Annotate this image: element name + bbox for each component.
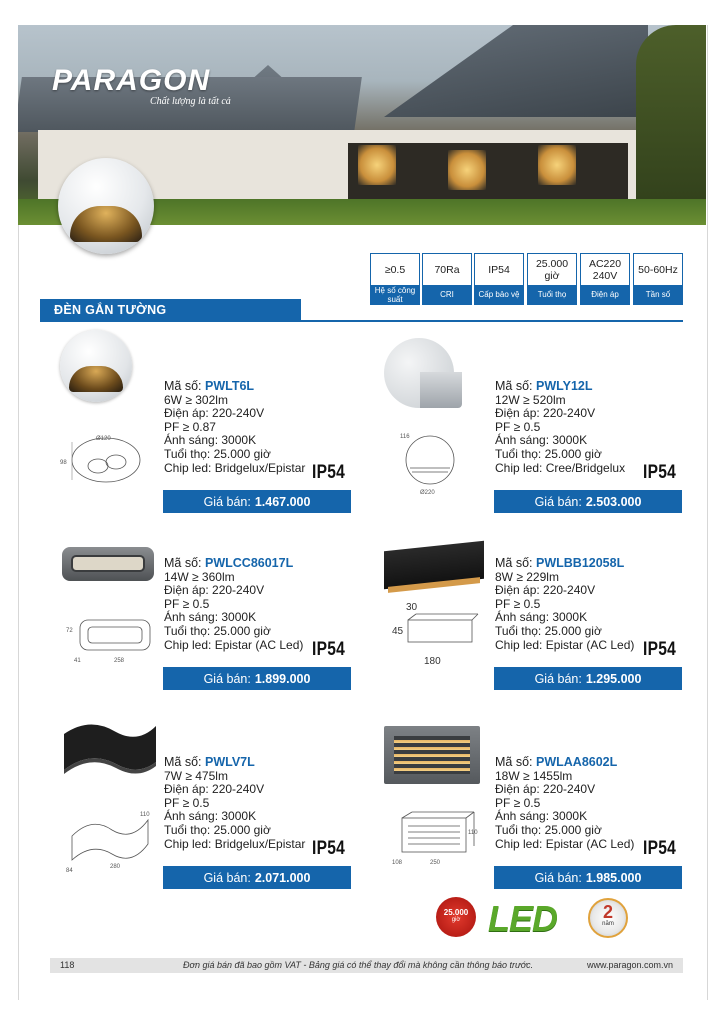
page-number: 118 bbox=[60, 960, 75, 970]
technical-drawing-pwlaa8602l bbox=[390, 806, 486, 868]
dimension-label: 110 bbox=[468, 830, 478, 836]
ip-rating: IP54 bbox=[643, 639, 677, 660]
product-life: Tuổi thọ: 25.000 giờ bbox=[164, 623, 271, 638]
dimension-label: 98 bbox=[60, 460, 67, 466]
spec-frequency: 50-60Hz Tần số bbox=[633, 253, 683, 305]
product-pf: PF ≥ 0.5 bbox=[164, 596, 210, 611]
spec-power-factor: ≥0.5 Hệ số công suất bbox=[370, 253, 420, 305]
product-power: 8W ≥ 229lm bbox=[495, 569, 559, 584]
product-info-pwlcc86017l bbox=[164, 557, 303, 652]
product-pf: PF ≥ 0.5 bbox=[495, 596, 541, 611]
dimension-label: 30 bbox=[406, 602, 418, 613]
technical-drawing-pwlt6l bbox=[58, 430, 148, 492]
product-chip: Chip led: Epistar (AC Led) bbox=[164, 637, 304, 652]
product-image-pwlaa8602l bbox=[384, 726, 480, 784]
product-pf: PF ≥ 0.5 bbox=[164, 795, 210, 810]
dimension-label: 45 bbox=[392, 626, 404, 637]
price-tag-pwlv7l: Giá bán: 2.071.000 bbox=[163, 866, 351, 889]
product-info-pwlv7l bbox=[164, 756, 305, 851]
led-logo: LED bbox=[488, 898, 557, 939]
ip-rating: IP54 bbox=[312, 462, 346, 483]
product-chip: Chip led: Cree/Bridgelux bbox=[495, 460, 626, 475]
product-code: Mã số: PWLV7L bbox=[164, 755, 255, 769]
dimension-label: 250 bbox=[430, 860, 441, 866]
dimension-label: 108 bbox=[392, 860, 403, 866]
ip-rating: IP54 bbox=[643, 838, 677, 859]
product-power: 7W ≥ 475lm bbox=[164, 768, 228, 783]
product-voltage: Điện áp: 220-240V bbox=[495, 406, 596, 421]
dimension-label: 258 bbox=[114, 658, 125, 664]
spec-lifetime: 25.000 giờ Tuổi thọ bbox=[527, 253, 577, 305]
product-chip: Chip led: Bridgelux/Epistar bbox=[164, 460, 306, 475]
price-tag-pwlt6l: Giá bán: 1.467.000 bbox=[163, 490, 351, 513]
product-pf: PF ≥ 0.87 bbox=[164, 419, 216, 434]
porch-light bbox=[358, 145, 396, 185]
product-life: Tuổi thọ: 25.000 giờ bbox=[164, 446, 271, 461]
spec-cri: 70Ra CRI bbox=[422, 253, 472, 305]
product-pf: PF ≥ 0.5 bbox=[495, 795, 541, 810]
porch-light bbox=[448, 150, 486, 190]
product-chip: Chip led: Epistar (AC Led) bbox=[495, 637, 635, 652]
dimension-label: 280 bbox=[110, 864, 121, 870]
product-code: Mã số: PWLT6L bbox=[164, 379, 255, 393]
product-chip: Chip led: Epistar (AC Led) bbox=[495, 836, 635, 851]
product-light: Ánh sáng: 3000K bbox=[164, 809, 257, 824]
product-image-pwlt6l bbox=[60, 330, 132, 402]
dimension-label: 41 bbox=[74, 658, 81, 664]
technical-drawing-pwlv7l bbox=[62, 796, 158, 876]
product-power: 14W ≥ 360lm bbox=[164, 569, 235, 584]
product-image-pwly12l bbox=[384, 338, 462, 410]
product-light: Ánh sáng: 3000K bbox=[495, 610, 588, 625]
product-life: Tuổi thọ: 25.000 giờ bbox=[495, 446, 602, 461]
product-voltage: Điện áp: 220-240V bbox=[495, 583, 596, 598]
product-light: Ánh sáng: 3000K bbox=[164, 433, 257, 448]
product-light: Ánh sáng: 3000K bbox=[495, 433, 588, 448]
price-tag-pwlcc86017l: Giá bán: 1.899.000 bbox=[163, 667, 351, 690]
product-voltage: Điện áp: 220-240V bbox=[164, 782, 265, 797]
dimension-label: 110 bbox=[140, 812, 150, 818]
product-info-pwlaa8602l bbox=[495, 756, 634, 851]
product-power: 18W ≥ 1455lm bbox=[495, 768, 573, 783]
spec-voltage: AC220 240V Điện áp bbox=[580, 253, 630, 305]
ip-rating: IP54 bbox=[312, 639, 346, 660]
product-light: Ánh sáng: 3000K bbox=[164, 610, 257, 625]
brand-slogan: Chất lượng là tất cả bbox=[150, 96, 231, 107]
technical-drawing-pwly12l bbox=[398, 428, 462, 498]
page-footer bbox=[50, 958, 683, 973]
product-voltage: Điện áp: 220-240V bbox=[164, 583, 265, 598]
product-power: 12W ≥ 520lm bbox=[495, 392, 566, 407]
technical-drawing-pwlcc86017l bbox=[64, 602, 160, 664]
section-title: ĐÈN GẮN TƯỜNG bbox=[40, 299, 301, 321]
product-info-pwlbb12058l bbox=[495, 557, 634, 652]
technical-drawing-pwlbb12058l bbox=[390, 600, 480, 670]
product-code: Mã số: PWLCC86017L bbox=[164, 556, 294, 570]
product-voltage: Điện áp: 220-240V bbox=[495, 782, 596, 797]
product-voltage: Điện áp: 220-240V bbox=[164, 406, 265, 421]
ip-rating: IP54 bbox=[312, 838, 346, 859]
product-chip: Chip led: Bridgelux/Epistar bbox=[164, 836, 306, 851]
brand-logo: PARAGON bbox=[52, 64, 211, 97]
product-light: Ánh sáng: 3000K bbox=[495, 809, 588, 824]
product-life: Tuổi thọ: 25.000 giờ bbox=[495, 822, 602, 837]
product-life: Tuổi thọ: 25.000 giờ bbox=[164, 822, 271, 837]
product-code: Mã số: PWLAA8602L bbox=[495, 755, 618, 769]
product-code: Mã số: PWLBB12058L bbox=[495, 556, 625, 570]
porch-light bbox=[538, 145, 576, 185]
footer-note: Đơn giá bán đã bao gồm VAT - Bảng giá có thể thay đổi mà không cần thông báo trước. bbox=[183, 960, 534, 970]
product-info-pwlt6l bbox=[164, 380, 305, 475]
product-image-pwlcc86017l bbox=[62, 547, 154, 581]
dimension-label: 180 bbox=[424, 656, 441, 667]
product-code: Mã số: PWLY12L bbox=[495, 379, 593, 393]
product-pf: PF ≥ 0.5 bbox=[495, 419, 541, 434]
product-image-pwlv7l bbox=[60, 718, 160, 774]
price-tag-pwly12l: Giá bán: 2.503.000 bbox=[494, 490, 682, 513]
two-year-warranty-badge: 2 năm bbox=[588, 898, 628, 938]
price-tag-pwlaa8602l: Giá bán: 1.985.000 bbox=[494, 866, 682, 889]
dimension-label: Ø220 bbox=[420, 490, 435, 496]
product-life: Tuổi thọ: 25.000 giờ bbox=[495, 623, 602, 638]
product-info-pwly12l bbox=[495, 380, 625, 475]
warranty-hours-badge: 25.000 giờ bbox=[436, 897, 476, 937]
spec-ip: IP54 Cấp bảo vệ bbox=[474, 253, 524, 305]
hero-lamp-image bbox=[58, 158, 154, 254]
trees bbox=[636, 25, 706, 225]
ip-rating: IP54 bbox=[643, 462, 677, 483]
dimension-label: 84 bbox=[66, 868, 73, 874]
product-power: 6W ≥ 302lm bbox=[164, 392, 228, 407]
dimension-label: 72 bbox=[66, 628, 73, 634]
dimension-label: Ø120 bbox=[96, 436, 111, 442]
website-link[interactable]: www.paragon.com.vn bbox=[586, 960, 673, 970]
roof-shape bbox=[348, 25, 648, 117]
section-divider bbox=[40, 320, 683, 322]
price-tag-pwlbb12058l: Giá bán: 1.295.000 bbox=[494, 667, 682, 690]
dimension-label: 116 bbox=[400, 434, 410, 440]
